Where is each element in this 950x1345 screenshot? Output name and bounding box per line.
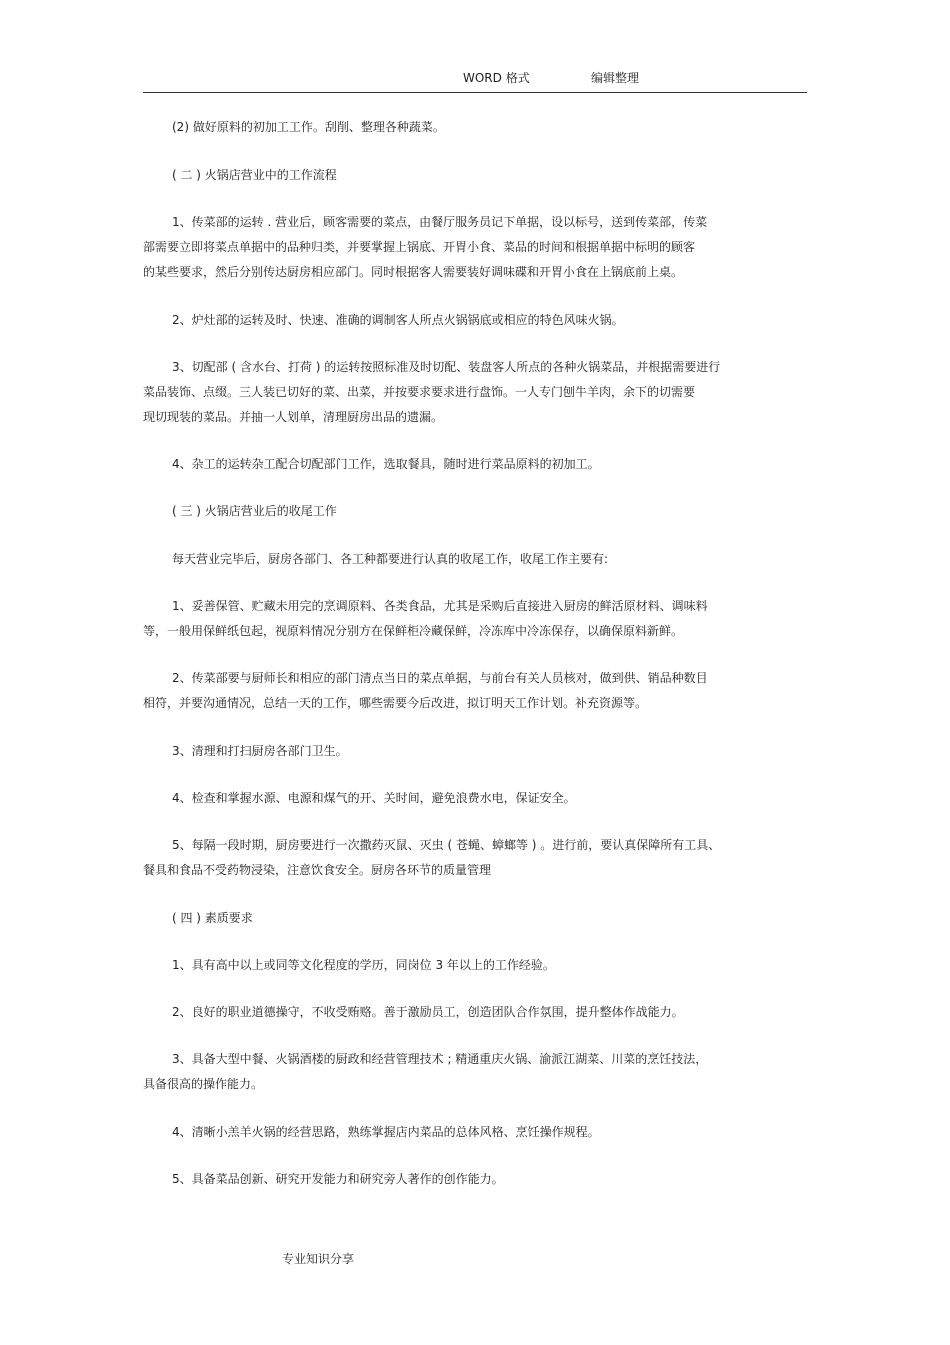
- paragraph-line: 2、传菜部要与厨师长和相应的部门清点当日的菜点单据，与前台有关人员核对，做到供、销品种数目: [172, 671, 708, 685]
- paragraph-line: 2、炉灶部的运转及时、快速、准确的调制客人所点火锅锅底或相应的特色风味火锅。: [172, 313, 624, 327]
- section-heading: ( 四 ) 素质要求: [172, 911, 253, 925]
- section-heading: ( 二 ) 火锅店营业中的工作流程: [172, 168, 337, 182]
- paragraph-line: 的某些要求，然后分别传达厨房相应部门。同时根据客人需要装好调味碟和开胃小食在上锅底前上桌。: [143, 265, 684, 279]
- paragraph-line: 部需要立即将菜点单据中的品种归类，并要掌握上锅底、开胃小食、菜品的时间和根据单据中标明的顾客: [143, 240, 696, 254]
- paragraph-line: 现切现装的菜品。并抽一人划单，清理厨房出品的遗漏。: [143, 410, 444, 424]
- paragraph-line: 每天营业完毕后，厨房各部门、各工种都要进行认真的收尾工作，收尾工作主要有:: [172, 552, 609, 566]
- paragraph-line: 3、清理和打扫厨房各部门卫生。: [172, 744, 348, 758]
- paragraph-line: 5、具备菜品创新、研究开发能力和研究旁人著作的创作能力。: [172, 1172, 504, 1186]
- paragraph-line: 1、妥善保管、贮藏未用完的烹调原料、各类食品，尤其是采购后直接进入厨房的鲜活原材料、调味料: [172, 599, 708, 613]
- paragraph-line: 2、良好的职业道德操守，不收受贿赂。善于激励员工，创造团队合作氛围，提升整体作战能力。: [172, 1005, 684, 1019]
- paragraph-line: 菜品装饰、点缀。三人装已切好的菜、出菜，并按要求要求进行盘饰。一人专门刨牛羊肉，余下的切需要: [143, 385, 696, 399]
- paragraph-line: 1、具有高中以上或同等文化程度的学历，同岗位 3 年以上的工作经验。: [172, 958, 555, 972]
- paragraph-line: 5、每隔一段时期，厨房要进行一次撒药灭鼠、灭虫 ( 苍蝇、蟑螂等 ) 。进行前，要认真保障所有工具、: [172, 838, 721, 852]
- page-header: [143, 70, 807, 93]
- paragraph-line: 4、清晰小羔羊火锅的经营思路，熟练掌握店内菜品的总体风格、烹饪操作规程。: [172, 1125, 600, 1139]
- header-word-format: WORD 格式: [463, 71, 530, 85]
- paragraph-line: (2) 做好原料的初加工工作。刮削、整理各种蔬菜。: [172, 120, 445, 134]
- paragraph-line: 相符，并要沟通情况，总结一天的工作，哪些需要今后改进，拟订明天工作计划。补充资源等。: [143, 696, 648, 710]
- paragraph-line: 等，一般用保鲜纸包起，视原料情况分别方在保鲜柜冷藏保鲜，冷冻库中冷冻保存，以确保原料新鲜。: [143, 624, 684, 638]
- paragraph-line: 3、切配部 ( 含水台、打荷 ) 的运转按照标准及时切配、装盘客人所点的各种火锅菜品，并根据需要进行: [172, 360, 721, 374]
- paragraph-line: 1、传菜部的运转 . 营业后，顾客需要的菜点，由餐厅服务员记下单据，设以标号，送到传菜部，传菜: [172, 215, 708, 229]
- section-heading: ( 三 ) 火锅店营业后的收尾工作: [172, 504, 337, 518]
- paragraph-line: 4、检查和掌握水源、电源和煤气的开、关时间，避免浪费水电，保证安全。: [172, 791, 576, 805]
- paragraph-line: 3、具备大型中餐、火锅酒楼的厨政和经营管理技术 ; 精通重庆火锅、渝派江湖菜、川菜的烹饪技法，: [172, 1052, 708, 1066]
- paragraph-line: 餐具和食品不受药物浸染，注意饮食安全。厨房各环节的质量管理: [143, 863, 492, 877]
- paragraph-line: 具备很高的操作能力。: [143, 1077, 264, 1091]
- header-edited: 编辑整理: [591, 71, 640, 85]
- page-footer: 专业知识分享: [282, 1252, 355, 1266]
- paragraph-line: 4、杂工的运转杂工配合切配部门工作，选取餐具，随时进行菜品原料的初加工。: [172, 457, 600, 471]
